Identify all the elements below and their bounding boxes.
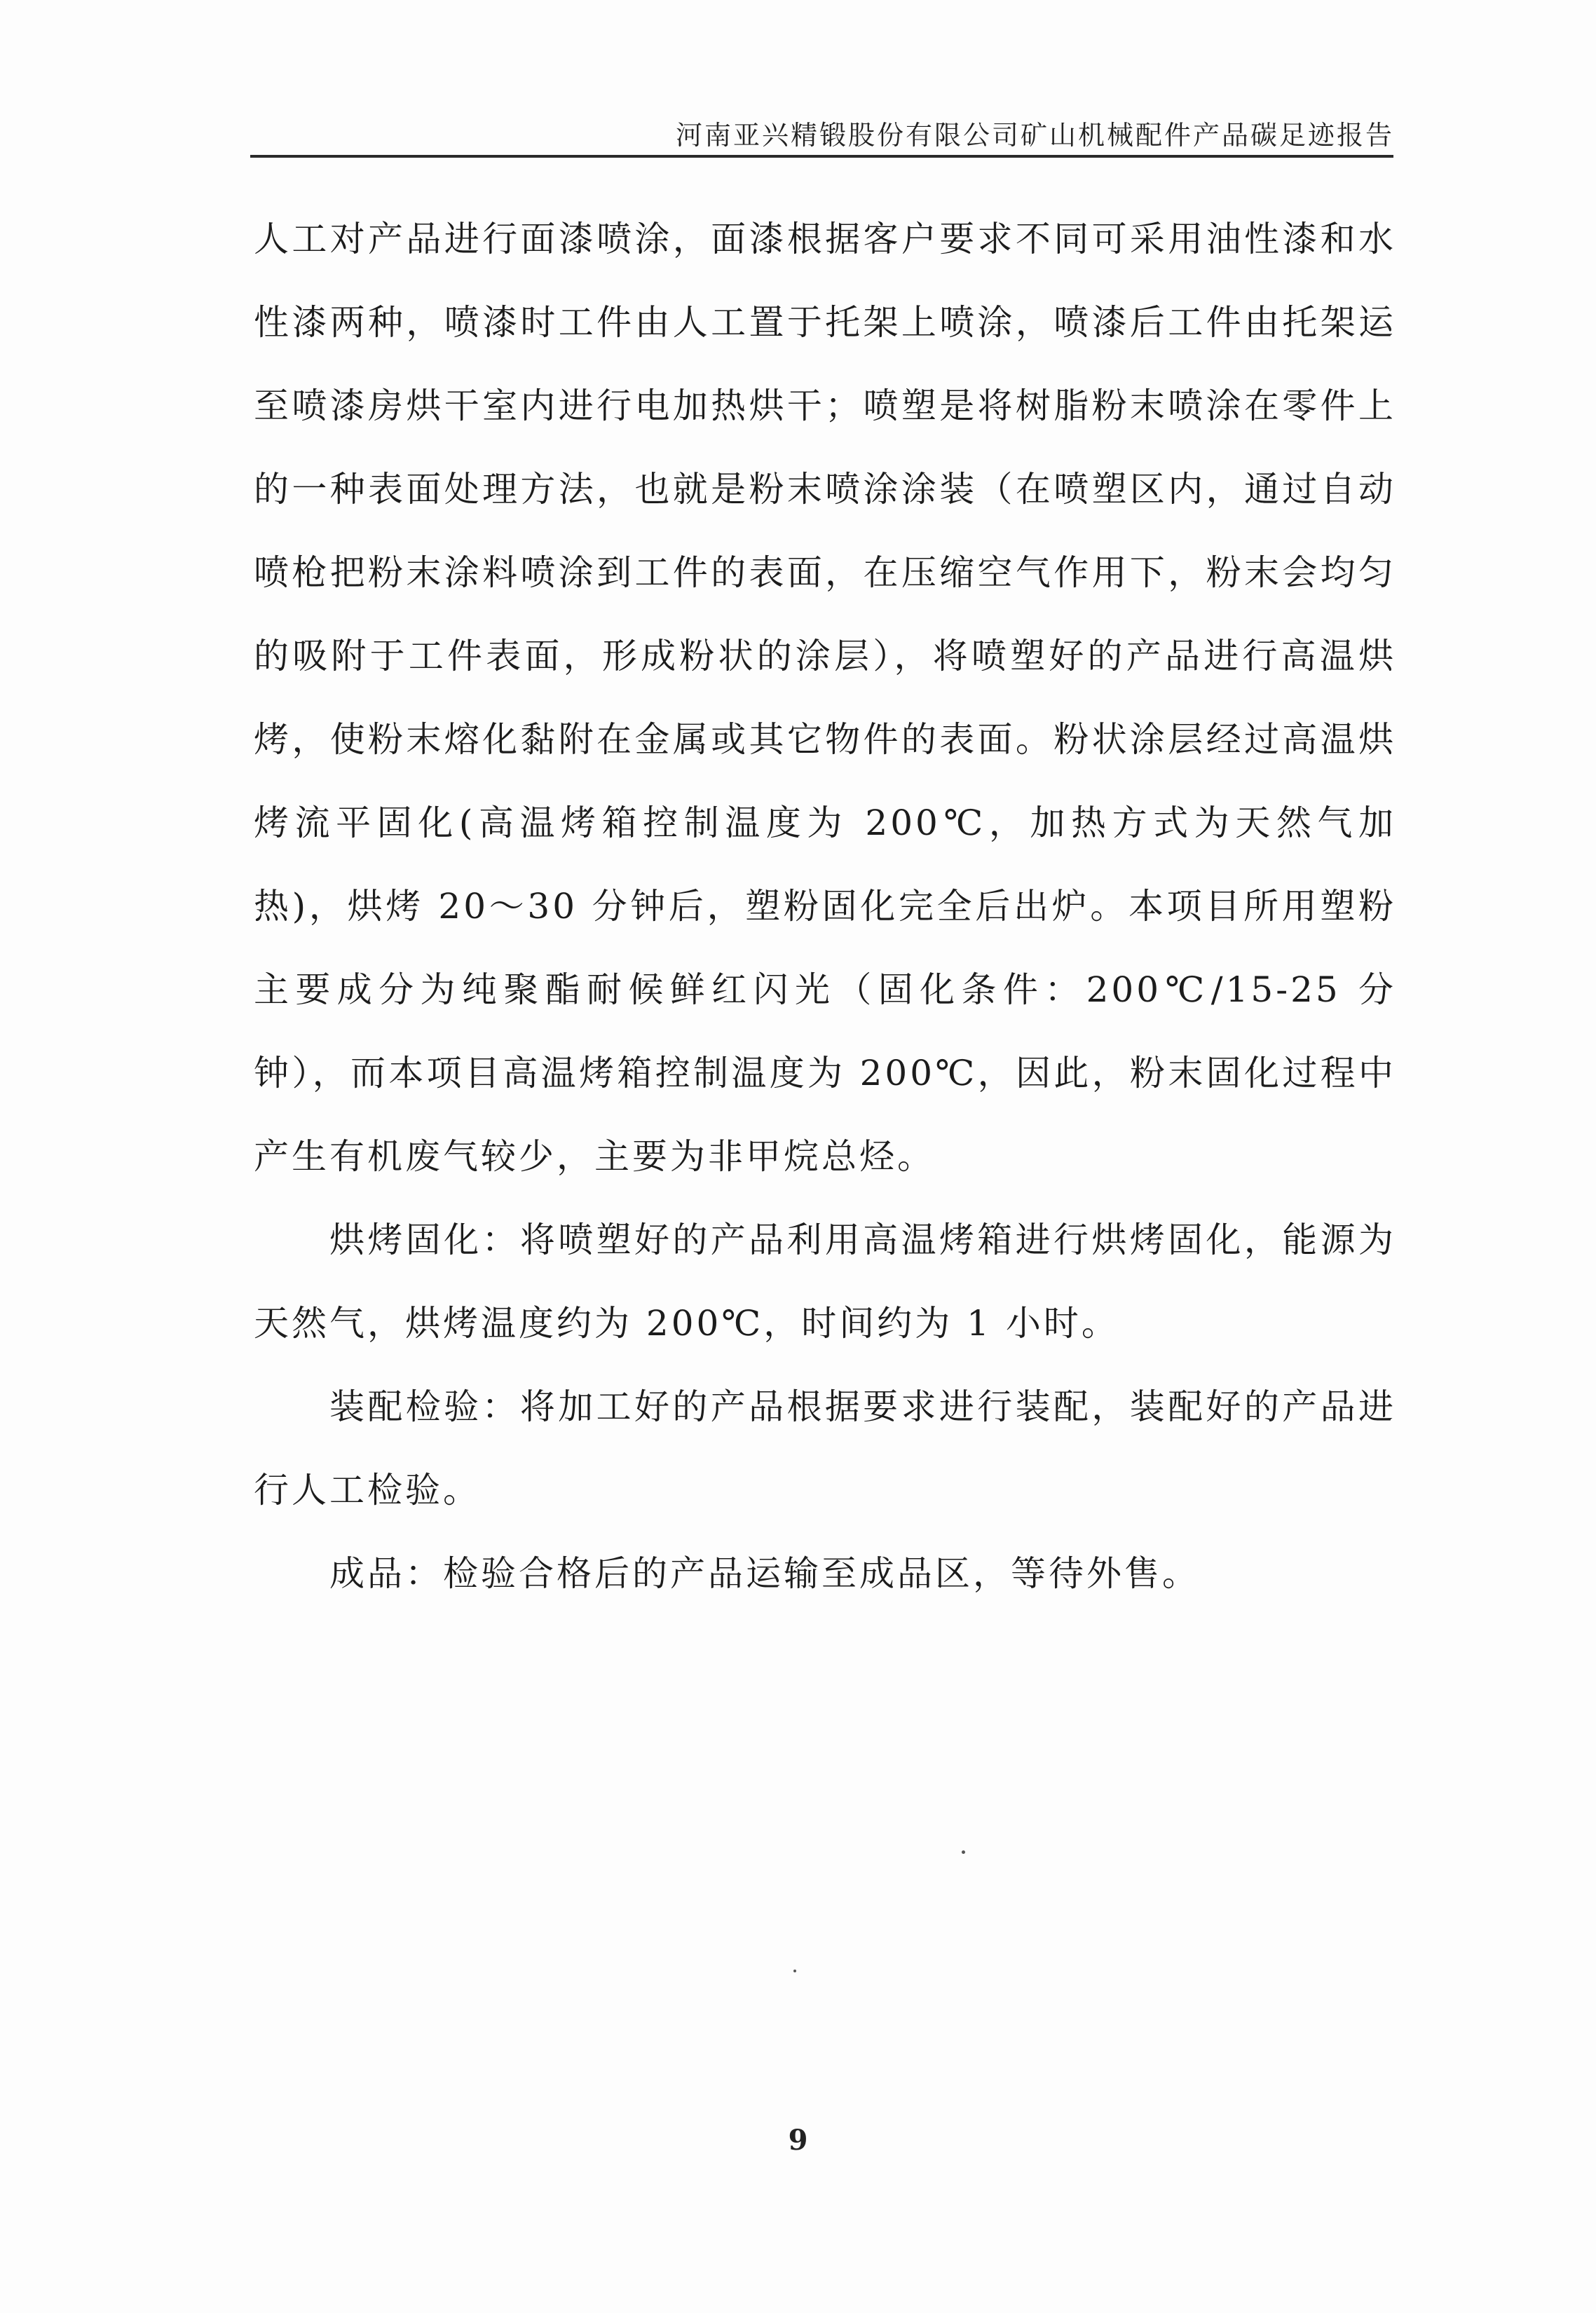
scan-speck [962,1850,965,1854]
paragraph-painting-process: 人工对产品进行面漆喷涂，面漆根据客户要求不同可采用油性漆和水性漆两种，喷漆时工件由人工置于托架上喷涂，喷漆后工件由托架运至喷漆房烘干室内进行电加热烘干；喷塑是将树脂粉末喷涂在零件上的一种表面处理方法，也就是粉末喷涂涂装（在喷塑区内，通过自动喷枪把粉末涂料喷涂到工件的表面，在压缩空气作用下，粉末会均匀的吸附于工件表面，形成粉状的涂层），将喷塑好的产品进行高温烘烤，使粉末熔化黏附在金属或其它物件的表面。粉状涂层经过高温烘烤流平固化(高温烤箱控制温度为 200℃，加热方式为天然气加热)，烘烤 20～30 分钟后，塑粉固化完全后出炉。本项目所用塑粉主要成分为纯聚酯耐候鲜红闪光（固化条件：200℃/15-25 分钟），而本项目高温烤箱控制温度为 200℃，因此，粉末固化过程中产生有机废气较少，主要为非甲烷总烃。 [254,219,1396,1177]
paragraph-baking-curing: 烘烤固化：将喷塑好的产品利用高温烤箱进行烘烤固化，能源为天然气，烘烤温度约为 200℃，时间约为 1 小时。 [254,1220,1396,1344]
scan-speck [793,1970,796,1972]
report-header-title: 河南亚兴精锻股份有限公司矿山机械配件产品碳足迹报告 [675,120,1394,151]
paragraph-assembly-inspection: 装配检验：将加工好的产品根据要求进行装配，装配好的产品进行人工检验。 [254,1386,1396,1510]
page-number: 9 [788,2124,808,2157]
paragraph-finished-product: 成品：检验合格后的产品运输至成品区，等待外售。 [329,1553,1200,1594]
body-text [254,198,1396,1616]
header-divider [250,155,1393,158]
